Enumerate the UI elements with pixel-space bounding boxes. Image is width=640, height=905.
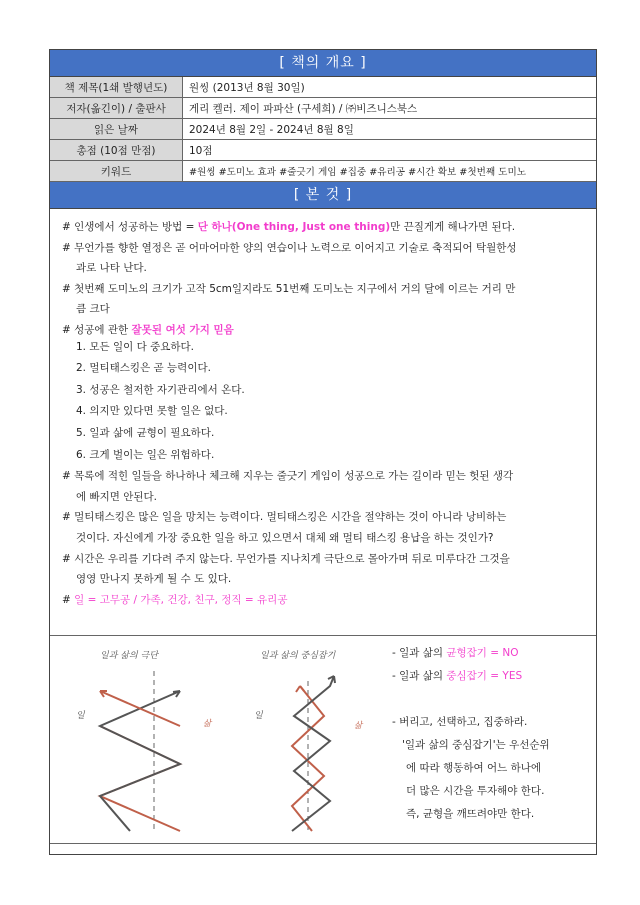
book-report-sheet	[49, 49, 597, 855]
work-label: 일	[254, 711, 263, 721]
life-arrow-icon	[296, 686, 304, 692]
text: # 성공에 관한	[62, 323, 132, 336]
list-item: 1. 모든 일이 다 중요하다.	[76, 340, 194, 353]
text: #	[62, 593, 75, 606]
work-path	[292, 676, 334, 831]
list-item: 6. 크게 벌이는 일은 위험하다.	[76, 448, 215, 461]
paragraph-continued: 영영 만나지 못하게 될 수 도 있다.	[76, 573, 232, 586]
paragraph	[62, 590, 586, 611]
life-label: 삶	[354, 721, 363, 731]
highlight-text: 일 = 고무공 / 가족, 건강, 친구, 정직 = 유리공	[74, 593, 288, 606]
paragraph	[62, 217, 586, 238]
paragraph: # 첫번째 도미노의 크기가 고작 5cm일지라도 51번째 도미노는 지구에서 거의 달에 이르는 거리 만	[62, 282, 516, 295]
note-line: '일과 삶의 중심잡기'는 우선순위	[402, 739, 550, 751]
list-item: 5. 일과 삶에 균형이 필요하다.	[76, 426, 215, 439]
note-line: 즉, 균형을 깨뜨려야만 한다.	[406, 808, 535, 820]
text: - 일과 삶의	[392, 647, 447, 659]
list-item: 3. 성공은 철저한 자기관리에서 온다.	[76, 383, 245, 396]
table-row	[50, 161, 596, 182]
content-body	[50, 209, 596, 610]
title-label: 책 제목(1쇄 발행년도)	[50, 77, 183, 98]
highlight-text: 잘못된 여섯 가지 믿음	[131, 323, 234, 336]
title-value: 원씽 (2013년 8월 30일)	[183, 77, 597, 98]
notes-panel	[392, 642, 550, 826]
highlight-text: 단 하나(One thing, Just one thing)	[197, 221, 391, 233]
content-header: [ 본 것 ]	[50, 182, 596, 209]
centering-diagram	[232, 636, 392, 843]
paragraph: # 무언가를 향한 열정은 곧 어마어마한 양의 연습이나 노력으로 이어지고 기술로 축적되어 탁월한성	[62, 241, 517, 254]
score-value: 10점	[183, 140, 597, 161]
text: 만 끈질게게 해나가면 된다.	[390, 221, 516, 233]
life-path	[100, 726, 180, 831]
text: # 인생에서 성공하는 방법 =	[62, 221, 198, 233]
paragraph-continued: 과로 나타 난다.	[76, 262, 147, 275]
life-label: 삶	[203, 719, 212, 729]
author-label: 저자(옮긴이) / 출판사	[50, 98, 183, 119]
keyword-label: 키워드	[50, 161, 183, 182]
note-line	[392, 665, 550, 688]
table-row	[50, 77, 596, 98]
date-value: 2024년 8월 2일 - 2024년 8월 8일	[183, 119, 597, 140]
note-line: - 버리고, 선택하고, 집중하라.	[392, 716, 528, 728]
text: - 일과 삶의	[392, 670, 447, 682]
extremes-title: 일과 삶의 극단	[100, 651, 158, 661]
keyword-value: #원씽 #도미노 효과 #줄긋기 게임 #집중 #유리공 #시간 확보 #첫번째 도미노	[183, 161, 597, 182]
note-line: 에 따라 행동하여 어느 하나에	[406, 762, 542, 774]
note-line: 더 많은 시간을 투자해야 한다.	[406, 785, 545, 797]
work-label: 일	[76, 711, 85, 721]
highlight-text: 균형잡기 = NO	[446, 647, 519, 659]
overview-table	[50, 77, 596, 182]
list-item: 2. 멀티태스킹은 곧 능력이다.	[76, 362, 211, 375]
extremes-diagram	[70, 636, 230, 843]
list-item: 4. 의지만 있다면 못할 일은 없다.	[76, 405, 228, 418]
overview-header: [ 책의 개요 ]	[50, 50, 596, 77]
paragraph-continued: 에 빠지면 안된다.	[76, 490, 158, 503]
paragraph-continued: 것이다. 자신에게 가장 중요한 일을 하고 있으면서 대체 왜 멀티 태스킹 용납을 하는 것인가?	[76, 531, 494, 544]
note-line	[392, 642, 550, 665]
table-row	[50, 98, 596, 119]
date-label: 읽은 날짜	[50, 119, 183, 140]
paragraph: # 시간은 우리를 기다려 주지 않는다. 무언가를 지나치게 극단으로 몰아가며 뒤로 미루다간 그것을	[62, 552, 510, 565]
highlight-text: 중심잡기 = YES	[446, 670, 523, 682]
table-row	[50, 119, 596, 140]
bottom-section	[50, 635, 596, 844]
paragraph-continued: 큼 크다	[76, 303, 110, 316]
paragraph: # 멀티태스킹은 많은 일을 망치는 능력이다. 멀티태스킹은 시간을 절약하는 것이 아니라 낭비하는	[62, 511, 507, 524]
paragraph: # 목록에 적힌 일들을 하나하나 체크해 지우는 줄긋기 게임이 성공으로 가는 길이라 믿는 헛된 생각	[62, 470, 514, 483]
author-value: 게리 켈러. 제이 파파산 (구세희) / ㈜비즈니스북스	[183, 98, 597, 119]
work-path	[100, 691, 180, 831]
centering-title: 일과 삶의 중심잡기	[260, 651, 336, 661]
table-row	[50, 140, 596, 161]
score-label: 총점 (10점 만점)	[50, 140, 183, 161]
